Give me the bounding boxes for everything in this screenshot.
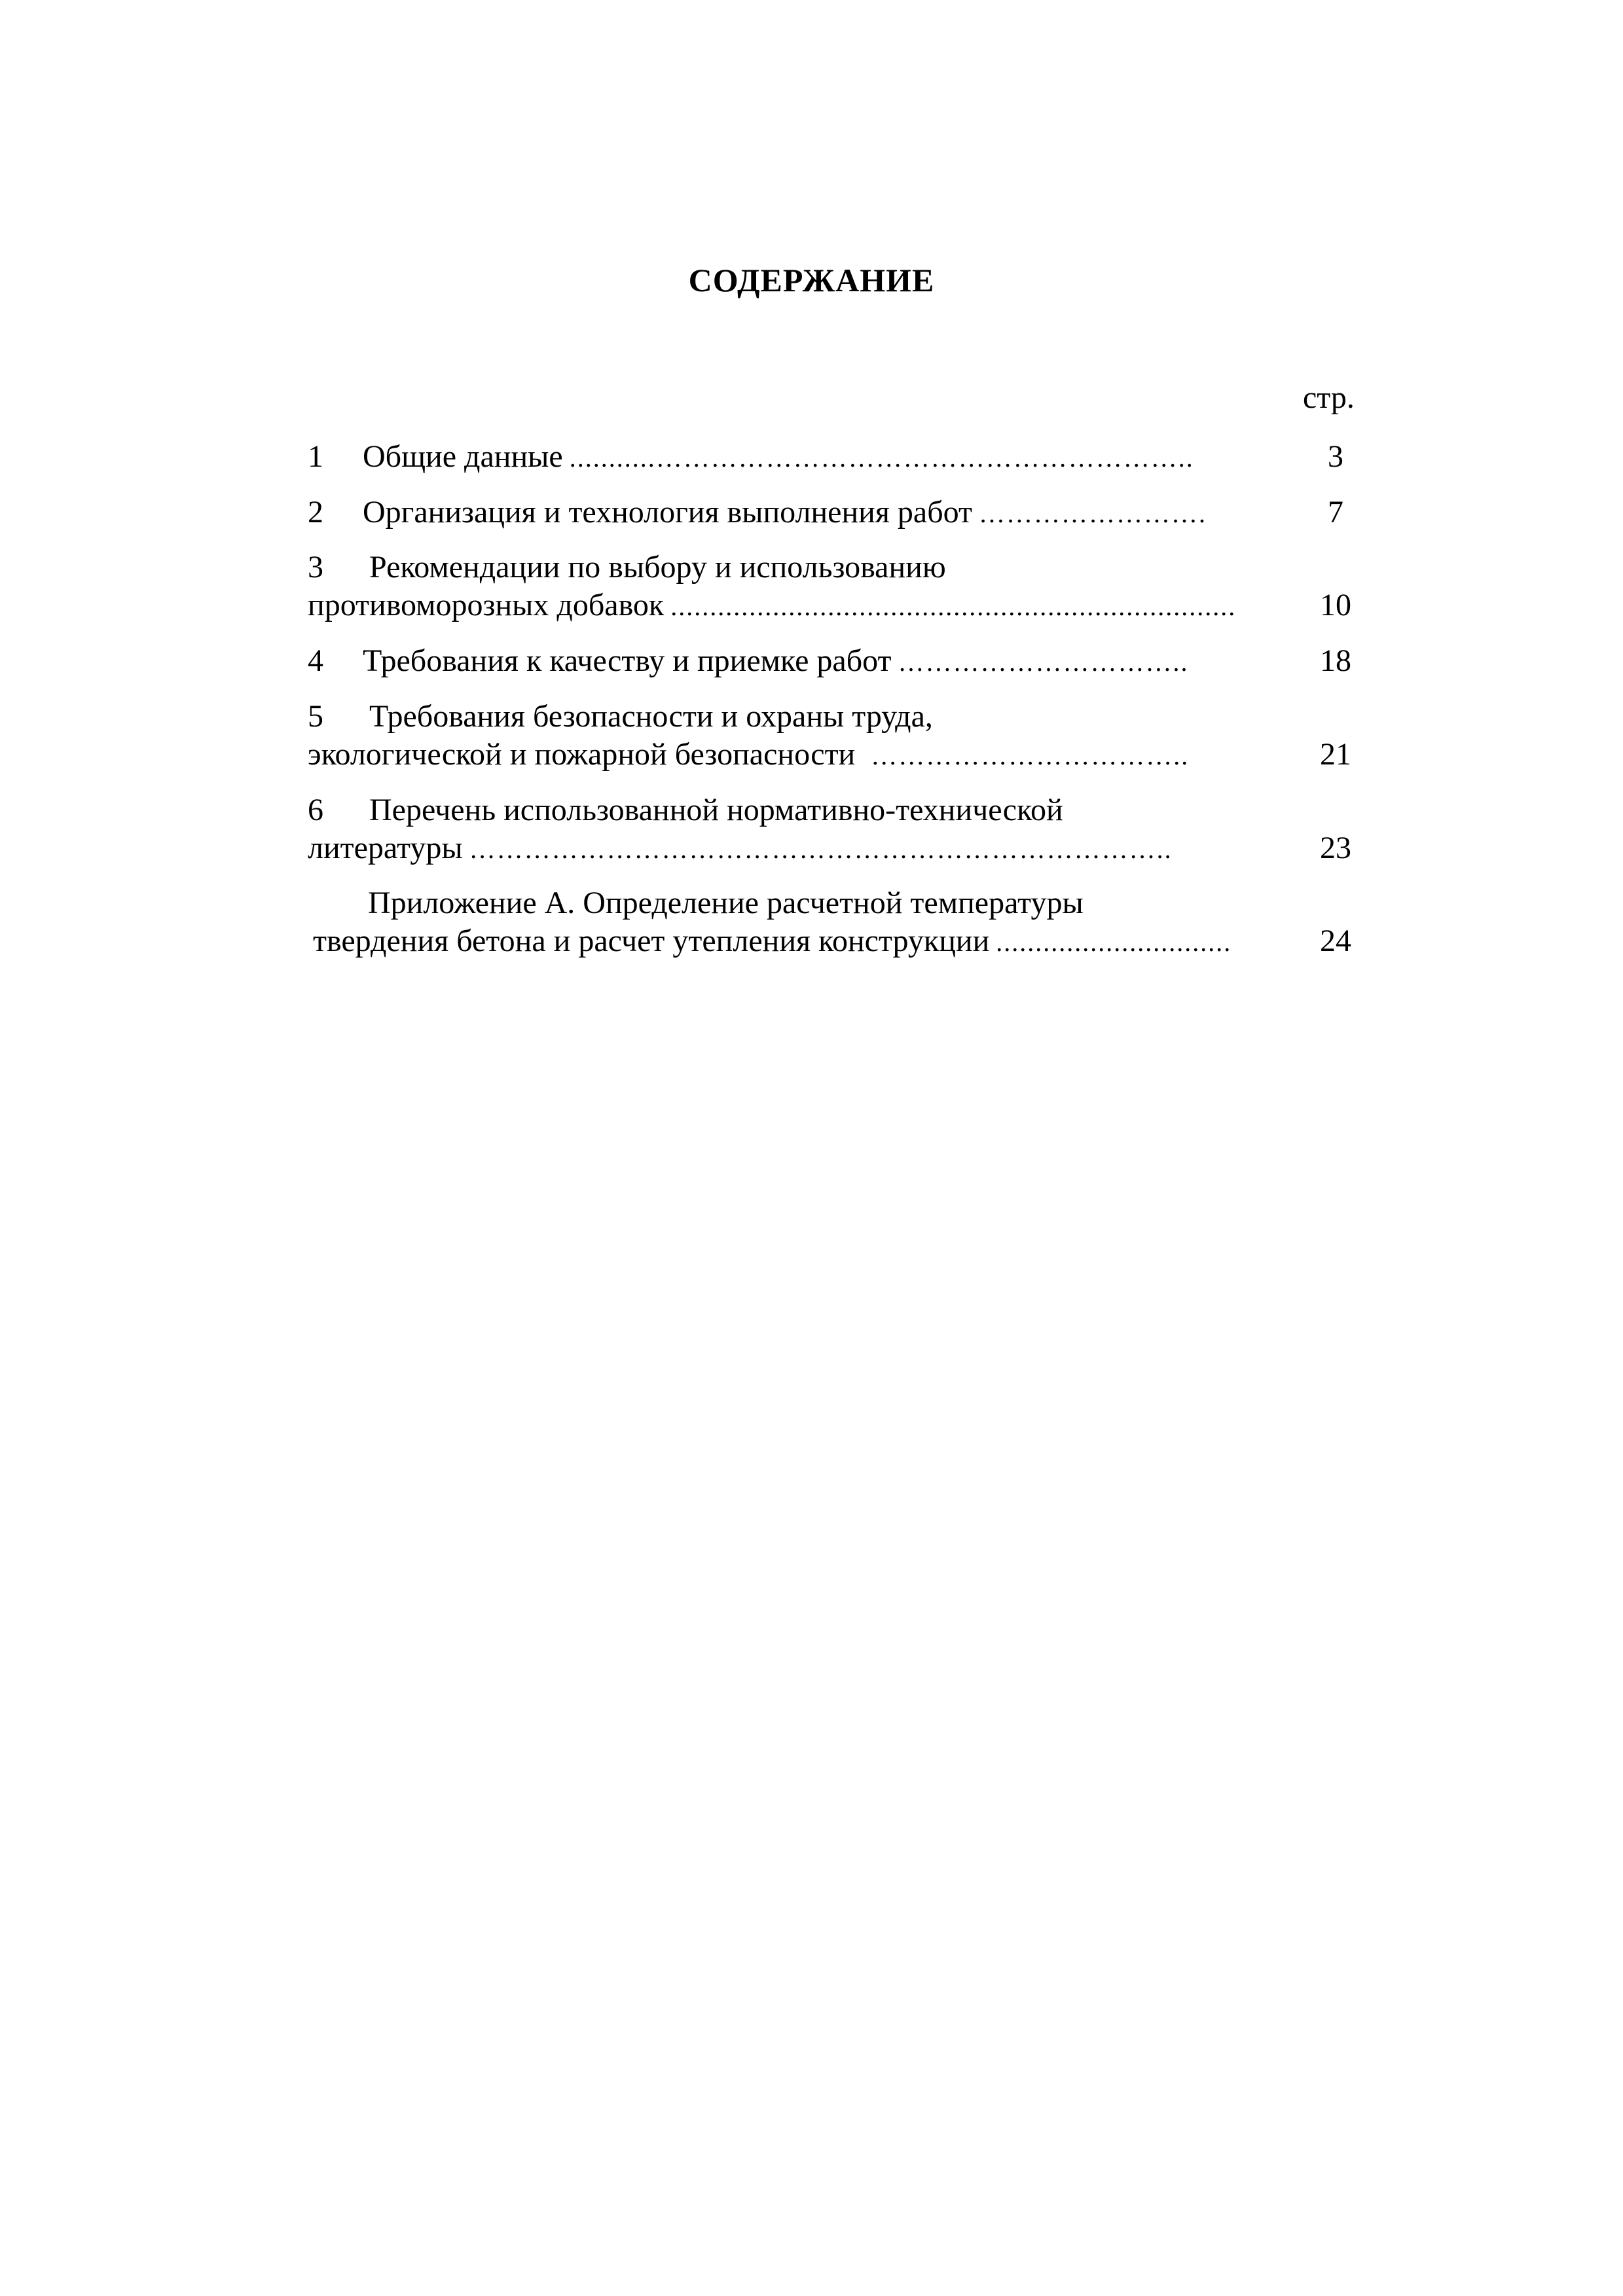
toc-appendix-a-line2[interactable] — [313, 922, 1277, 960]
dot-leader: …………………………….. — [871, 741, 1190, 770]
dot-leader: .............................. — [996, 927, 1232, 957]
toc-entry-number: 6 — [308, 793, 323, 827]
toc-entry-3-line1[interactable] — [308, 548, 1277, 586]
toc-entry-number: 5 — [308, 699, 323, 734]
page-column-header: стр. — [1303, 380, 1355, 415]
dot-leader: ........................................................................ — [670, 592, 1237, 621]
toc-entry-text: Организация и технология выполнения работ — [363, 495, 972, 529]
dot-leader: ………………………………………………………………….. — [469, 834, 1173, 864]
toc-entry-2[interactable] — [308, 493, 1277, 531]
toc-entry-4[interactable] — [308, 642, 1277, 680]
toc-entry-text: литературы — [308, 831, 463, 865]
toc-entry-page: 10 — [1320, 588, 1351, 622]
toc-entry-text: твердения бетона и расчет утепления конструкции — [313, 924, 990, 958]
toc-entry-3-line2[interactable] — [308, 586, 1277, 624]
dot-leader: ……………………. — [978, 499, 1207, 528]
toc-entry-text: Рекомендации по выбору и использованию — [369, 550, 946, 584]
toc-entry-1[interactable] — [308, 438, 1277, 476]
toc-entry-page: 7 — [1328, 495, 1343, 529]
page-title: СОДЕРЖАНИЕ — [688, 262, 935, 298]
toc-entry-6-line1[interactable] — [308, 791, 1277, 829]
toc-entry-number: 4 — [308, 643, 323, 678]
toc-entry-number: 3 — [308, 550, 323, 584]
toc-entry-5-line2[interactable] — [308, 736, 1277, 774]
toc-entry-text: Приложение А. Определение расчетной температуры — [368, 886, 1084, 920]
toc-entry-number: 2 — [308, 495, 323, 529]
toc-entry-text: Требования к качеству и приемке работ — [363, 643, 892, 678]
toc-entry-text: Перечень использованной нормативно-технической — [369, 793, 1063, 827]
toc-entry-page: 18 — [1320, 643, 1351, 678]
toc-entry-text: экологической и пожарной безопасности — [308, 737, 856, 772]
dot-leader: ...........………………………………………………….. — [569, 443, 1194, 473]
toc-entry-text: противоморозных добавок — [308, 588, 665, 622]
toc-entry-text: Требования безопасности и охраны труда, — [369, 699, 933, 734]
toc-entry-text: Общие данные — [363, 439, 563, 474]
toc-appendix-a-line1[interactable] — [308, 884, 1277, 922]
toc-entry-page: 23 — [1320, 831, 1351, 865]
toc-entry-number: 1 — [308, 439, 323, 474]
toc-entry-5-line1[interactable] — [308, 698, 1277, 736]
toc-entry-6-line2[interactable] — [308, 829, 1277, 867]
toc-entry-page: 21 — [1320, 737, 1351, 772]
toc-entry-page: 3 — [1328, 439, 1343, 474]
toc-entry-page: 24 — [1320, 924, 1351, 958]
dot-leader: ………………………….. — [898, 647, 1189, 677]
